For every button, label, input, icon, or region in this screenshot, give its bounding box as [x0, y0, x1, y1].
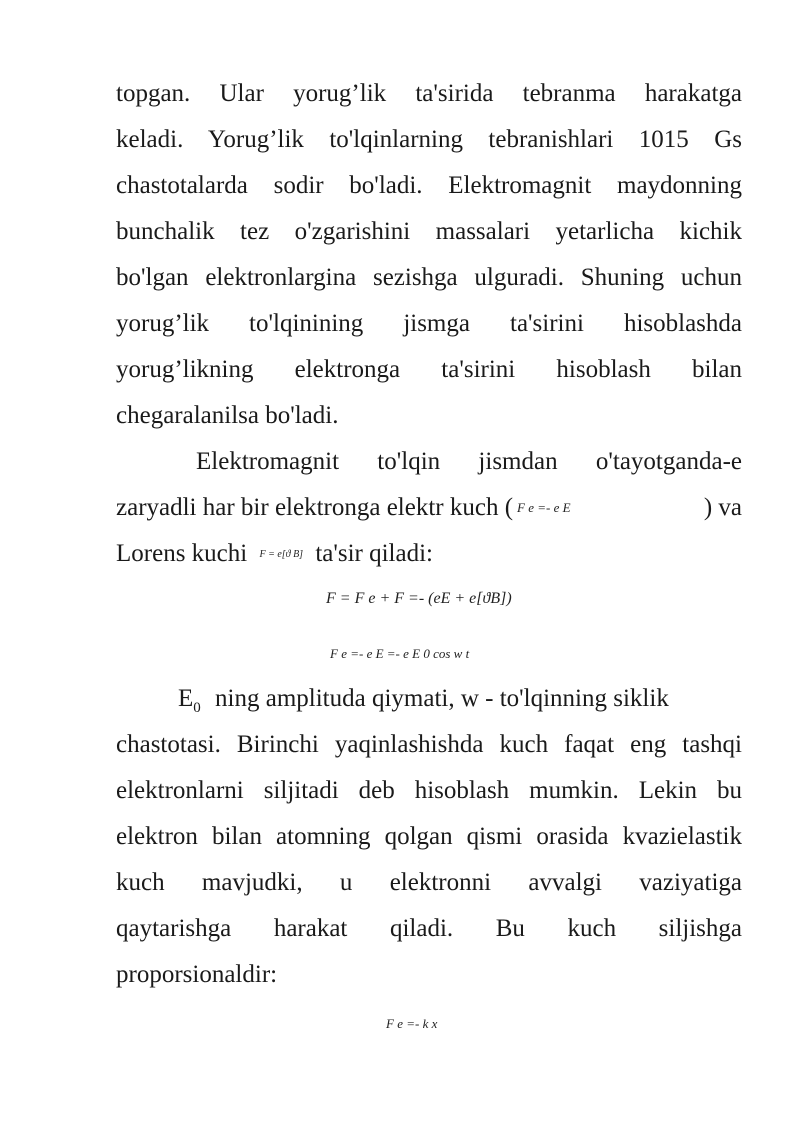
text-line: kuch mavjudki, u elektronni avvalgi vaziyatiga: [116, 869, 742, 896]
text-line: keladi. Yorug’lik to'lqinlarning tebranishlari 1015 Gs: [116, 126, 742, 153]
text-span: zaryadli har bir elektronga elektr kuch (: [116, 494, 514, 521]
text-line: [178, 684, 742, 723]
text-line: Elektromagnit to'lqin jismdan o'tayotganda-e: [196, 448, 742, 475]
text-line: yorug’likning elektronga ta'sirini hisoblash bilan: [116, 356, 742, 383]
inline-formula-lorentz-force: F = e[ϑ B]: [259, 549, 304, 560]
text-span: ta'sir qiladi:: [315, 540, 433, 567]
text-line: proporsionaldir:: [116, 961, 278, 988]
text-line: [116, 493, 742, 526]
text-line: elektronlarni siljitadi deb hisoblash mumkin. Lekin bu: [116, 777, 742, 804]
inline-formula-electric-force: F e =- e E: [517, 500, 571, 515]
text-line: topgan. Ular yorug’lik ta'sirida tebranma harakatga: [116, 80, 742, 107]
equation-elastic-force: F e =- k x: [386, 1016, 438, 1031]
text-line: elektron bilan atomning qolgan qismi orasida kvazielastik: [116, 823, 742, 850]
text-line: [116, 539, 742, 574]
text-span: ) va: [703, 494, 742, 521]
text-line: yorug’lik to'lqinining jismga ta'sirini hisoblashda: [116, 310, 742, 337]
text-span: ning amplituda qiymati, w - to'lqinning siklik: [215, 685, 669, 712]
text-line: bo'lgan elektronlargina sezishga ulguradi. Shuning uchun: [116, 264, 742, 291]
text-line: bunchalik tez o'zgarishini massalari yetarlicha kichik: [116, 218, 742, 245]
equation-total-force: F = F e + F =- (eE + e[ϑB]): [326, 590, 512, 607]
text-line: chegaralanilsa bo'ladi.: [116, 402, 339, 429]
text-span: Lorens kuchi: [116, 540, 248, 567]
equation-electric-force: F e =- e E =- e E 0 cos w t: [330, 646, 470, 661]
text-line: chastotasi. Birinchi yaqinlashishda kuch faqat eng tashqi: [116, 731, 742, 758]
amplitude-subscript: 0: [193, 700, 201, 716]
text-line: chastotalarda sodir bo'ladi. Elektromagnit maydonning: [116, 172, 742, 199]
text-line: qaytarishga harakat qiladi. Bu kuch siljishga: [116, 915, 742, 942]
amplitude-symbol: E: [178, 685, 194, 712]
